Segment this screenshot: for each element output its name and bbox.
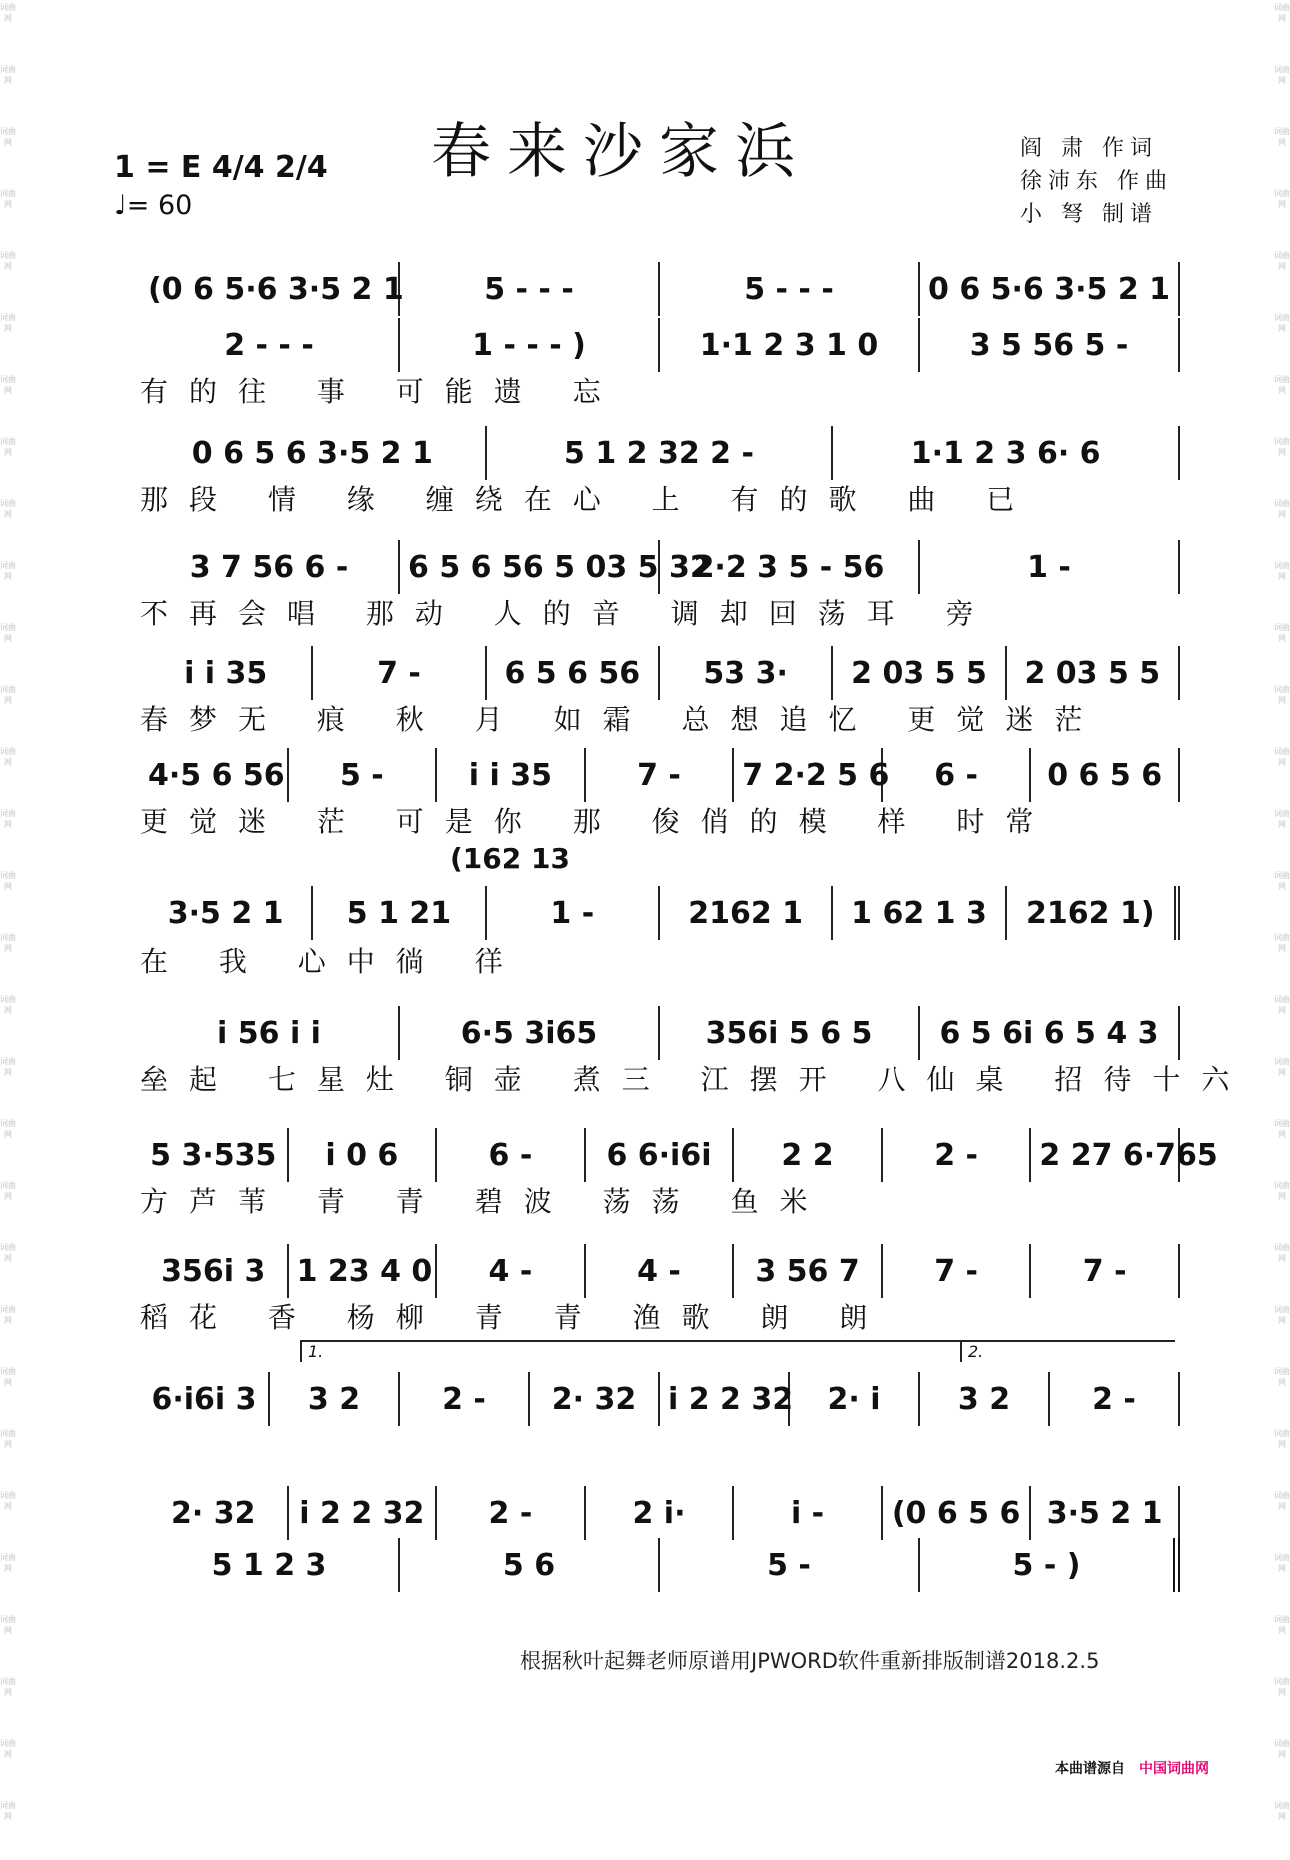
measure: 6 5 6i 6 5 4 3: [920, 1006, 1180, 1060]
source-site: 中国词曲网: [1139, 1761, 1209, 1777]
measure: i i 35: [140, 646, 313, 700]
measure: 3·5 2 1: [140, 886, 313, 940]
staff-row: [140, 646, 1180, 700]
watermark-text: 词曲网: [0, 127, 16, 147]
volta-1: 1.: [300, 1340, 1175, 1362]
measure: 2·2 3 5 - 56: [660, 540, 920, 594]
measure: 5 6: [400, 1538, 660, 1592]
measure: 356i 5 6 5: [660, 1006, 920, 1060]
staff-row: [140, 426, 1180, 480]
measure: 5 -: [289, 748, 438, 802]
watermark-text: 词曲网: [1274, 1243, 1290, 1263]
watermark-text: 词曲网: [0, 1305, 16, 1325]
measure: 2· 32: [140, 1486, 289, 1540]
measure: (0 6 5·6 3·5 2 1: [140, 262, 400, 316]
watermark-text: 词曲网: [0, 809, 16, 829]
watermark-text: 词曲网: [0, 189, 16, 209]
watermark-text: 词曲网: [0, 437, 16, 457]
watermark-text: 词曲网: [1274, 995, 1290, 1015]
watermark-text: 词曲网: [0, 1739, 16, 1759]
measure: 5 1 2 3: [140, 1538, 400, 1592]
watermark-text: 词曲网: [1274, 65, 1290, 85]
measure: 2 -: [437, 1486, 586, 1540]
measure: 2· 32: [530, 1372, 660, 1426]
staff-row: [140, 1538, 1180, 1592]
measure: i -: [734, 1486, 883, 1540]
watermark-text: 词曲网: [0, 933, 16, 953]
watermark-text: 词曲网: [1274, 1429, 1290, 1449]
volta-2: 2.: [960, 1340, 1175, 1362]
source-credit: [1055, 1758, 1209, 1778]
watermark-text: 词曲网: [1274, 375, 1290, 395]
measure: 5 -: [660, 1538, 920, 1592]
key-signature: 1 = E 4/4 2/4: [114, 150, 328, 185]
measure: 6 6·i6i: [586, 1128, 735, 1182]
lyric-line: 不再会唱 那动 人的音 调却回荡耳 旁: [140, 597, 995, 630]
watermark-text: 词曲网: [1274, 251, 1290, 271]
measure: 7 -: [586, 748, 735, 802]
measure: 356i 3: [140, 1244, 289, 1298]
measure: 2· i: [790, 1372, 920, 1426]
measure: 5 3·535: [140, 1128, 289, 1182]
measure: 3 2: [920, 1372, 1050, 1426]
watermark-text: 词曲网: [0, 561, 16, 581]
watermark-text: 词曲网: [1274, 1491, 1290, 1511]
watermark-text: 词曲网: [0, 871, 16, 891]
lyric-line: 那段 情 缘 缠绕在心 上 有的歌 曲 已: [140, 483, 1036, 516]
measure: 5 1 2 32 2 -: [487, 426, 834, 480]
measure: 7 -: [883, 1244, 1032, 1298]
watermark-text: 词曲网: [1274, 685, 1290, 705]
right-watermark-strip: [1274, 0, 1290, 1821]
measure: 1 62 1 3: [833, 886, 1006, 940]
staff-row: [140, 262, 1180, 316]
watermark-text: 词曲网: [1274, 1057, 1290, 1077]
measure: 4 -: [586, 1244, 735, 1298]
measure: 0 6 5 6: [1031, 748, 1180, 802]
measure: 6·5 3i65: [400, 1006, 660, 1060]
measure: i i 35: [437, 748, 586, 802]
watermark-text: 词曲网: [0, 1801, 16, 1821]
watermark-text: 词曲网: [0, 3, 16, 23]
measure: 1·1 2 3 6· 6: [833, 426, 1180, 480]
lyric-line: 稻花 香 杨柳 青 青 渔歌 朗 朗: [140, 1301, 889, 1334]
measure: (0 6 5 6: [883, 1486, 1032, 1540]
measure: 6 5 6 56 5 03 5 32: [400, 540, 660, 594]
composer-credit: 徐沛东 作曲: [1020, 169, 1173, 194]
watermark-text: 词曲网: [0, 1429, 16, 1449]
watermark-text: 词曲网: [1274, 1801, 1290, 1821]
measure: 1 -: [487, 886, 660, 940]
watermark-text: 词曲网: [1274, 747, 1290, 767]
lyric-line: 方芦苇 青 青 碧波 荡荡 鱼米: [140, 1185, 829, 1218]
measure: 0 6 5·6 3·5 2 1: [920, 262, 1180, 316]
measure: 6 5 6 56: [487, 646, 660, 700]
measure: 2 2: [734, 1128, 883, 1182]
watermark-text: 词曲网: [0, 685, 16, 705]
watermark-text: 词曲网: [0, 1491, 16, 1511]
lyricist-credit: 阎 肃 作词: [1020, 136, 1158, 161]
measure: 3 56 7: [734, 1244, 883, 1298]
watermark-text: 词曲网: [0, 1243, 16, 1263]
measure: i 56 i i: [140, 1006, 400, 1060]
source-label: 本曲谱源自: [1055, 1761, 1125, 1777]
measure: 2 27 6·765: [1031, 1128, 1180, 1182]
watermark-text: 词曲网: [0, 1553, 16, 1573]
song-title: 春来沙家浜: [431, 117, 811, 187]
watermark-text: 词曲网: [1274, 1739, 1290, 1759]
measure: 2 -: [883, 1128, 1032, 1182]
watermark-text: 词曲网: [1274, 313, 1290, 333]
watermark-text: 词曲网: [0, 623, 16, 643]
measure: 7 -: [313, 646, 486, 700]
measure: 7 -: [1031, 1244, 1180, 1298]
measure: 3·5 2 1: [1031, 1486, 1180, 1540]
watermark-text: 词曲网: [1274, 127, 1290, 147]
measure: 3 5 56 5 -: [920, 318, 1180, 372]
watermark-text: 词曲网: [1274, 1615, 1290, 1635]
staff-row: [140, 1006, 1180, 1060]
lyric-line: 有的往 事 可能遗 忘: [140, 375, 622, 408]
measure: 5 1 21: [313, 886, 486, 940]
watermark-text: 词曲网: [0, 995, 16, 1015]
watermark-text: 词曲网: [0, 1181, 16, 1201]
left-watermark-strip: [0, 0, 16, 1821]
credits: [1020, 132, 1173, 231]
staff-row: [140, 1244, 1180, 1298]
lyric-line: 更觉迷 茫 可是你 那 俊俏的模 样 时常: [140, 805, 1055, 838]
upper-voice-line: (162 13: [450, 842, 570, 875]
watermark-text: 词曲网: [1274, 499, 1290, 519]
watermark-text: 词曲网: [1274, 1119, 1290, 1139]
watermark-text: 词曲网: [1274, 933, 1290, 953]
watermark-text: 词曲网: [1274, 1367, 1290, 1387]
watermark-text: 词曲网: [1274, 1305, 1290, 1325]
watermark-text: 词曲网: [0, 1615, 16, 1635]
staff-row: [140, 318, 1180, 372]
lyric-line: 垒起 七星灶 铜壶 煮三 江摆开 八仙桌 招待十六: [140, 1063, 1251, 1096]
watermark-text: 词曲网: [0, 65, 16, 85]
watermark-text: 词曲网: [0, 251, 16, 271]
watermark-text: 词曲网: [0, 313, 16, 333]
lyric-line: 在 我 心中徜 徉: [140, 945, 524, 978]
staff-row: [140, 1372, 1180, 1426]
measure: 1 -: [920, 540, 1180, 594]
arranger-credit: 小 弩 制谱: [1020, 202, 1158, 227]
measure: 1 23 4 0: [289, 1244, 438, 1298]
watermark-text: 词曲网: [1274, 1677, 1290, 1697]
watermark-text: 词曲网: [1274, 437, 1290, 457]
watermark-text: 词曲网: [0, 1677, 16, 1697]
watermark-text: 词曲网: [0, 1119, 16, 1139]
watermark-text: 词曲网: [0, 499, 16, 519]
lyric-line: 春梦无 痕 秋 月 如霜 总想追忆 更觉迷茫: [140, 703, 1104, 736]
watermark-text: 词曲网: [1274, 561, 1290, 581]
measure: 2 -: [400, 1372, 530, 1426]
measure: 5 - ): [920, 1538, 1180, 1592]
measure: 4·5 6 56: [140, 748, 289, 802]
measure: 2 03 5 5: [1007, 646, 1180, 700]
measure: 2 -: [1050, 1372, 1180, 1426]
measure: i 2 2 32: [289, 1486, 438, 1540]
watermark-text: 词曲网: [0, 747, 16, 767]
measure: 2162 1: [660, 886, 833, 940]
watermark-text: 词曲网: [1274, 189, 1290, 209]
measure: 2 i·: [586, 1486, 735, 1540]
measure: 1·1 2 3 1 0: [660, 318, 920, 372]
measure: 1 - - - ): [400, 318, 660, 372]
watermark-text: 词曲网: [0, 375, 16, 395]
watermark-text: 词曲网: [1274, 1181, 1290, 1201]
watermark-text: 词曲网: [1274, 809, 1290, 829]
staff-row: [140, 748, 1180, 802]
measure: 7 2·2 5 6: [734, 748, 883, 802]
tempo-marking: ♩= 60: [114, 190, 193, 221]
staff-row: [140, 1128, 1218, 1182]
measure: 6 -: [437, 1128, 586, 1182]
watermark-text: 词曲网: [1274, 623, 1290, 643]
measure: 2 - - -: [140, 318, 400, 372]
measure: 6·i6i 3: [140, 1372, 270, 1426]
watermark-text: 词曲网: [1274, 1553, 1290, 1573]
watermark-text: 词曲网: [1274, 3, 1290, 23]
measure: 0 6 5 6 3·5 2 1: [140, 426, 487, 480]
measure: 6 -: [883, 748, 1032, 802]
measure: 3 7 56 6 -: [140, 540, 400, 594]
measure: 5 - - -: [660, 262, 920, 316]
staff-row: [140, 540, 1180, 594]
watermark-text: 词曲网: [1274, 871, 1290, 891]
measure: 53 3·: [660, 646, 833, 700]
staff-row: [140, 886, 1180, 940]
measure: 2162 1): [1007, 886, 1180, 940]
watermark-text: 词曲网: [0, 1057, 16, 1077]
footer-note: 根据秋叶起舞老师原谱用JPWORD软件重新排版制谱2018.2.5: [520, 1649, 1100, 1673]
measure: 5 - - -: [400, 262, 660, 316]
watermark-text: 词曲网: [0, 1367, 16, 1387]
measure: 3 2: [270, 1372, 400, 1426]
measure: 2 03 5 5: [833, 646, 1006, 700]
measure: i 2 2 32: [660, 1372, 790, 1426]
staff-row: [140, 1486, 1180, 1540]
measure: 4 -: [437, 1244, 586, 1298]
measure: i 0 6: [289, 1128, 438, 1182]
